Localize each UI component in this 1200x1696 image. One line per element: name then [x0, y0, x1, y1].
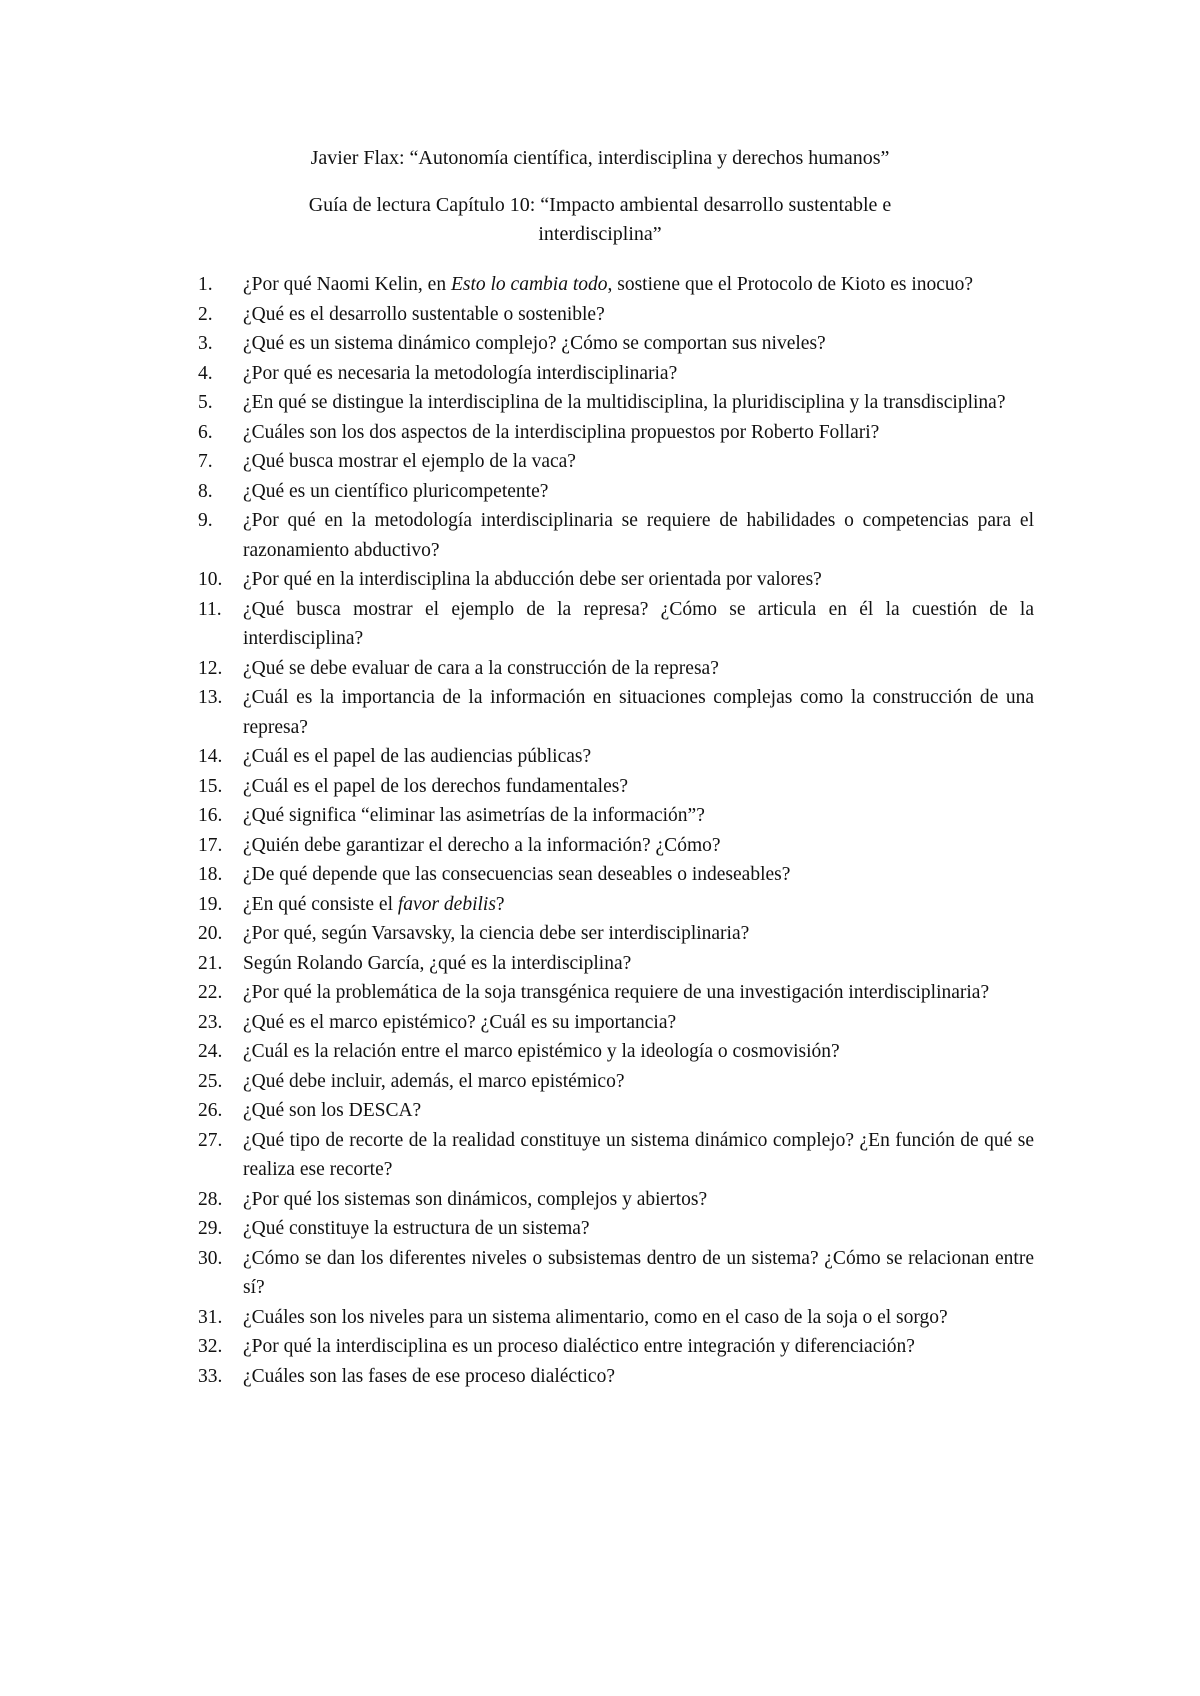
question-item — [198, 654, 1034, 684]
question-text: ¿Cuál es la relación entre el marco epistémico y la ideología o cosmovisión? — [243, 1041, 840, 1062]
question-text: ¿Quién debe garantizar el derecho a la información? ¿Cómo? — [243, 834, 721, 856]
question-text — [243, 274, 973, 295]
question-text: ¿Por qué, según Varsavsky, la ciencia debe ser interdisciplinaria? — [243, 923, 750, 944]
question-text: ¿Qué debe incluir, además, el marco epistémico? — [243, 1070, 625, 1092]
question-number: 11. — [198, 598, 222, 620]
question-text: ¿De qué depende que las consecuencias sean deseables o indeseables? — [243, 864, 791, 885]
question-item — [198, 949, 1034, 979]
question-item — [198, 300, 1034, 330]
question-text: ¿En qué se distingue la interdisciplina de la multidisciplina, la pluridisciplina y la transdisciplina? — [243, 392, 1006, 413]
question-text: ¿Qué busca mostrar el ejemplo de la represa? ¿Cómo se articula en él la cuestión de la interdisciplina? — [243, 598, 1034, 649]
question-item — [198, 565, 1034, 595]
question-item — [198, 860, 1034, 890]
question-text-part: ? — [495, 893, 505, 915]
document-subtitle — [150, 191, 1050, 249]
question-item — [198, 506, 1034, 565]
question-number: 24. — [198, 1041, 223, 1062]
question-text: Según Rolando García, ¿qué es la interdisciplina? — [243, 952, 632, 974]
question-text: ¿Cuál es el papel de los derechos fundamentales? — [243, 775, 628, 797]
question-number: 4. — [198, 362, 213, 384]
question-number: 29. — [198, 1218, 223, 1239]
question-number: 28. — [198, 1188, 223, 1210]
question-text — [243, 894, 505, 915]
question-item — [198, 359, 1034, 389]
subtitle-line-1: Guía de lectura Capítulo 10: “Impacto ambiental desarrollo sustentable e — [308, 194, 892, 216]
question-item — [198, 595, 1034, 654]
question-number: 12. — [198, 657, 223, 679]
question-item — [198, 1126, 1034, 1185]
question-text: ¿Qué tipo de recorte de la realidad constituye un sistema dinámico complejo? ¿En función de qué se realiza ese recorte? — [243, 1129, 1034, 1180]
question-item — [198, 801, 1034, 831]
question-text: ¿Por qué es necesaria la metodología interdisciplinaria? — [243, 362, 678, 384]
question-number: 30. — [198, 1247, 223, 1269]
question-item — [198, 1332, 1034, 1362]
question-number: 14. — [198, 746, 223, 767]
question-text: ¿Cuáles son los dos aspectos de la interdisciplina propuestos por Roberto Follari? — [243, 421, 880, 443]
question-item — [198, 1008, 1034, 1038]
question-text-part: ¿Por qué Naomi Kelin, en — [243, 274, 451, 295]
question-item — [198, 890, 1034, 920]
question-number: 10. — [198, 569, 223, 590]
question-text-part: , sostiene que el Protocolo de Kioto es inocuo? — [607, 274, 974, 295]
question-item — [198, 388, 1034, 418]
question-number: 1. — [198, 274, 213, 295]
question-text: ¿Por qué los sistemas son dinámicos, complejos y abiertos? — [243, 1188, 708, 1210]
question-item — [198, 1067, 1034, 1097]
question-number: 5. — [198, 392, 213, 413]
question-number: 20. — [198, 923, 223, 944]
question-text: ¿Qué constituye la estructura de un sistema? — [243, 1218, 590, 1239]
question-number: 23. — [198, 1011, 223, 1033]
question-text: ¿Qué significa “eliminar las asimetrías de la información”? — [243, 805, 705, 826]
question-text: ¿Qué busca mostrar el ejemplo de la vaca? — [243, 451, 576, 472]
question-text: ¿Cuáles son las fases de ese proceso dialéctico? — [243, 1365, 615, 1387]
question-item — [198, 329, 1034, 359]
question-text: ¿Cómo se dan los diferentes niveles o subsistemas dentro de un sistema? ¿Cómo se relacionan entre sí? — [243, 1247, 1034, 1298]
question-item — [198, 447, 1034, 477]
question-number: 3. — [198, 333, 213, 354]
question-number: 21. — [198, 952, 223, 974]
question-item — [198, 919, 1034, 949]
question-item — [198, 978, 1034, 1008]
question-number: 13. — [198, 687, 223, 708]
question-number: 22. — [198, 982, 223, 1003]
question-text: ¿Qué se debe evaluar de cara a la construcción de la represa? — [243, 657, 719, 679]
question-text: ¿Qué es el marco epistémico? ¿Cuál es su importancia? — [243, 1011, 677, 1033]
question-number: 26. — [198, 1100, 223, 1121]
question-item — [198, 1037, 1034, 1067]
question-item — [198, 1244, 1034, 1303]
question-item — [198, 1185, 1034, 1215]
question-item — [198, 1214, 1034, 1244]
question-number: 16. — [198, 805, 223, 826]
question-number: 8. — [198, 480, 213, 502]
questions-list — [198, 270, 1034, 1391]
subtitle-line-2: interdisciplina” — [538, 223, 662, 245]
question-text: ¿Qué es un sistema dinámico complejo? ¿Cómo se comportan sus niveles? — [243, 333, 826, 354]
question-number: 31. — [198, 1306, 223, 1328]
question-item — [198, 772, 1034, 802]
question-number: 17. — [198, 834, 223, 856]
question-italic-title: Esto lo cambia todo — [450, 274, 608, 295]
question-number: 27. — [198, 1129, 223, 1151]
question-text: ¿Qué son los DESCA? — [243, 1100, 422, 1121]
question-number: 25. — [198, 1070, 223, 1092]
question-number: 6. — [198, 421, 213, 443]
question-item — [198, 418, 1034, 448]
question-number: 33. — [198, 1365, 223, 1387]
question-item — [198, 683, 1034, 742]
question-text: ¿Cuál es el papel de las audiencias públicas? — [243, 746, 592, 767]
question-number: 2. — [198, 303, 213, 325]
question-item — [198, 1096, 1034, 1126]
question-text: ¿Cuáles son los niveles para un sistema alimentario, como en el caso de la soja o el sorgo? — [243, 1306, 948, 1328]
question-item — [198, 742, 1034, 772]
question-italic-title: favor debilis — [397, 893, 496, 915]
question-item — [198, 270, 1034, 300]
question-text: ¿Por qué la interdisciplina es un proceso dialéctico entre integración y diferenciación? — [243, 1336, 915, 1357]
question-item — [198, 1303, 1034, 1333]
question-text: ¿Por qué la problemática de la soja transgénica requiere de una investigación interdisciplinaria? — [243, 982, 990, 1003]
document-title: Javier Flax: “Autonomía científica, interdisciplina y derechos humanos” — [310, 147, 890, 169]
question-number: 9. — [198, 510, 213, 531]
question-number: 32. — [198, 1336, 223, 1357]
question-text: ¿Por qué en la metodología interdisciplinaria se requiere de habilidades o competencias para el razonamiento abductivo? — [243, 510, 1034, 561]
question-text: ¿Por qué en la interdisciplina la abducción debe ser orientada por valores? — [243, 569, 822, 590]
question-number: 7. — [198, 451, 213, 472]
question-item — [198, 831, 1034, 861]
question-text: ¿Cuál es la importancia de la información en situaciones complejas como la construcción de una represa? — [243, 687, 1034, 738]
question-number: 19. — [198, 893, 223, 915]
question-number: 18. — [198, 864, 223, 885]
question-number: 15. — [198, 775, 223, 797]
question-text-part: ¿En qué consiste el — [243, 893, 398, 915]
question-item — [198, 1362, 1034, 1392]
question-text: ¿Qué es un científico pluricompetente? — [243, 480, 549, 502]
question-item — [198, 477, 1034, 507]
question-text: ¿Qué es el desarrollo sustentable o sostenible? — [243, 303, 605, 325]
